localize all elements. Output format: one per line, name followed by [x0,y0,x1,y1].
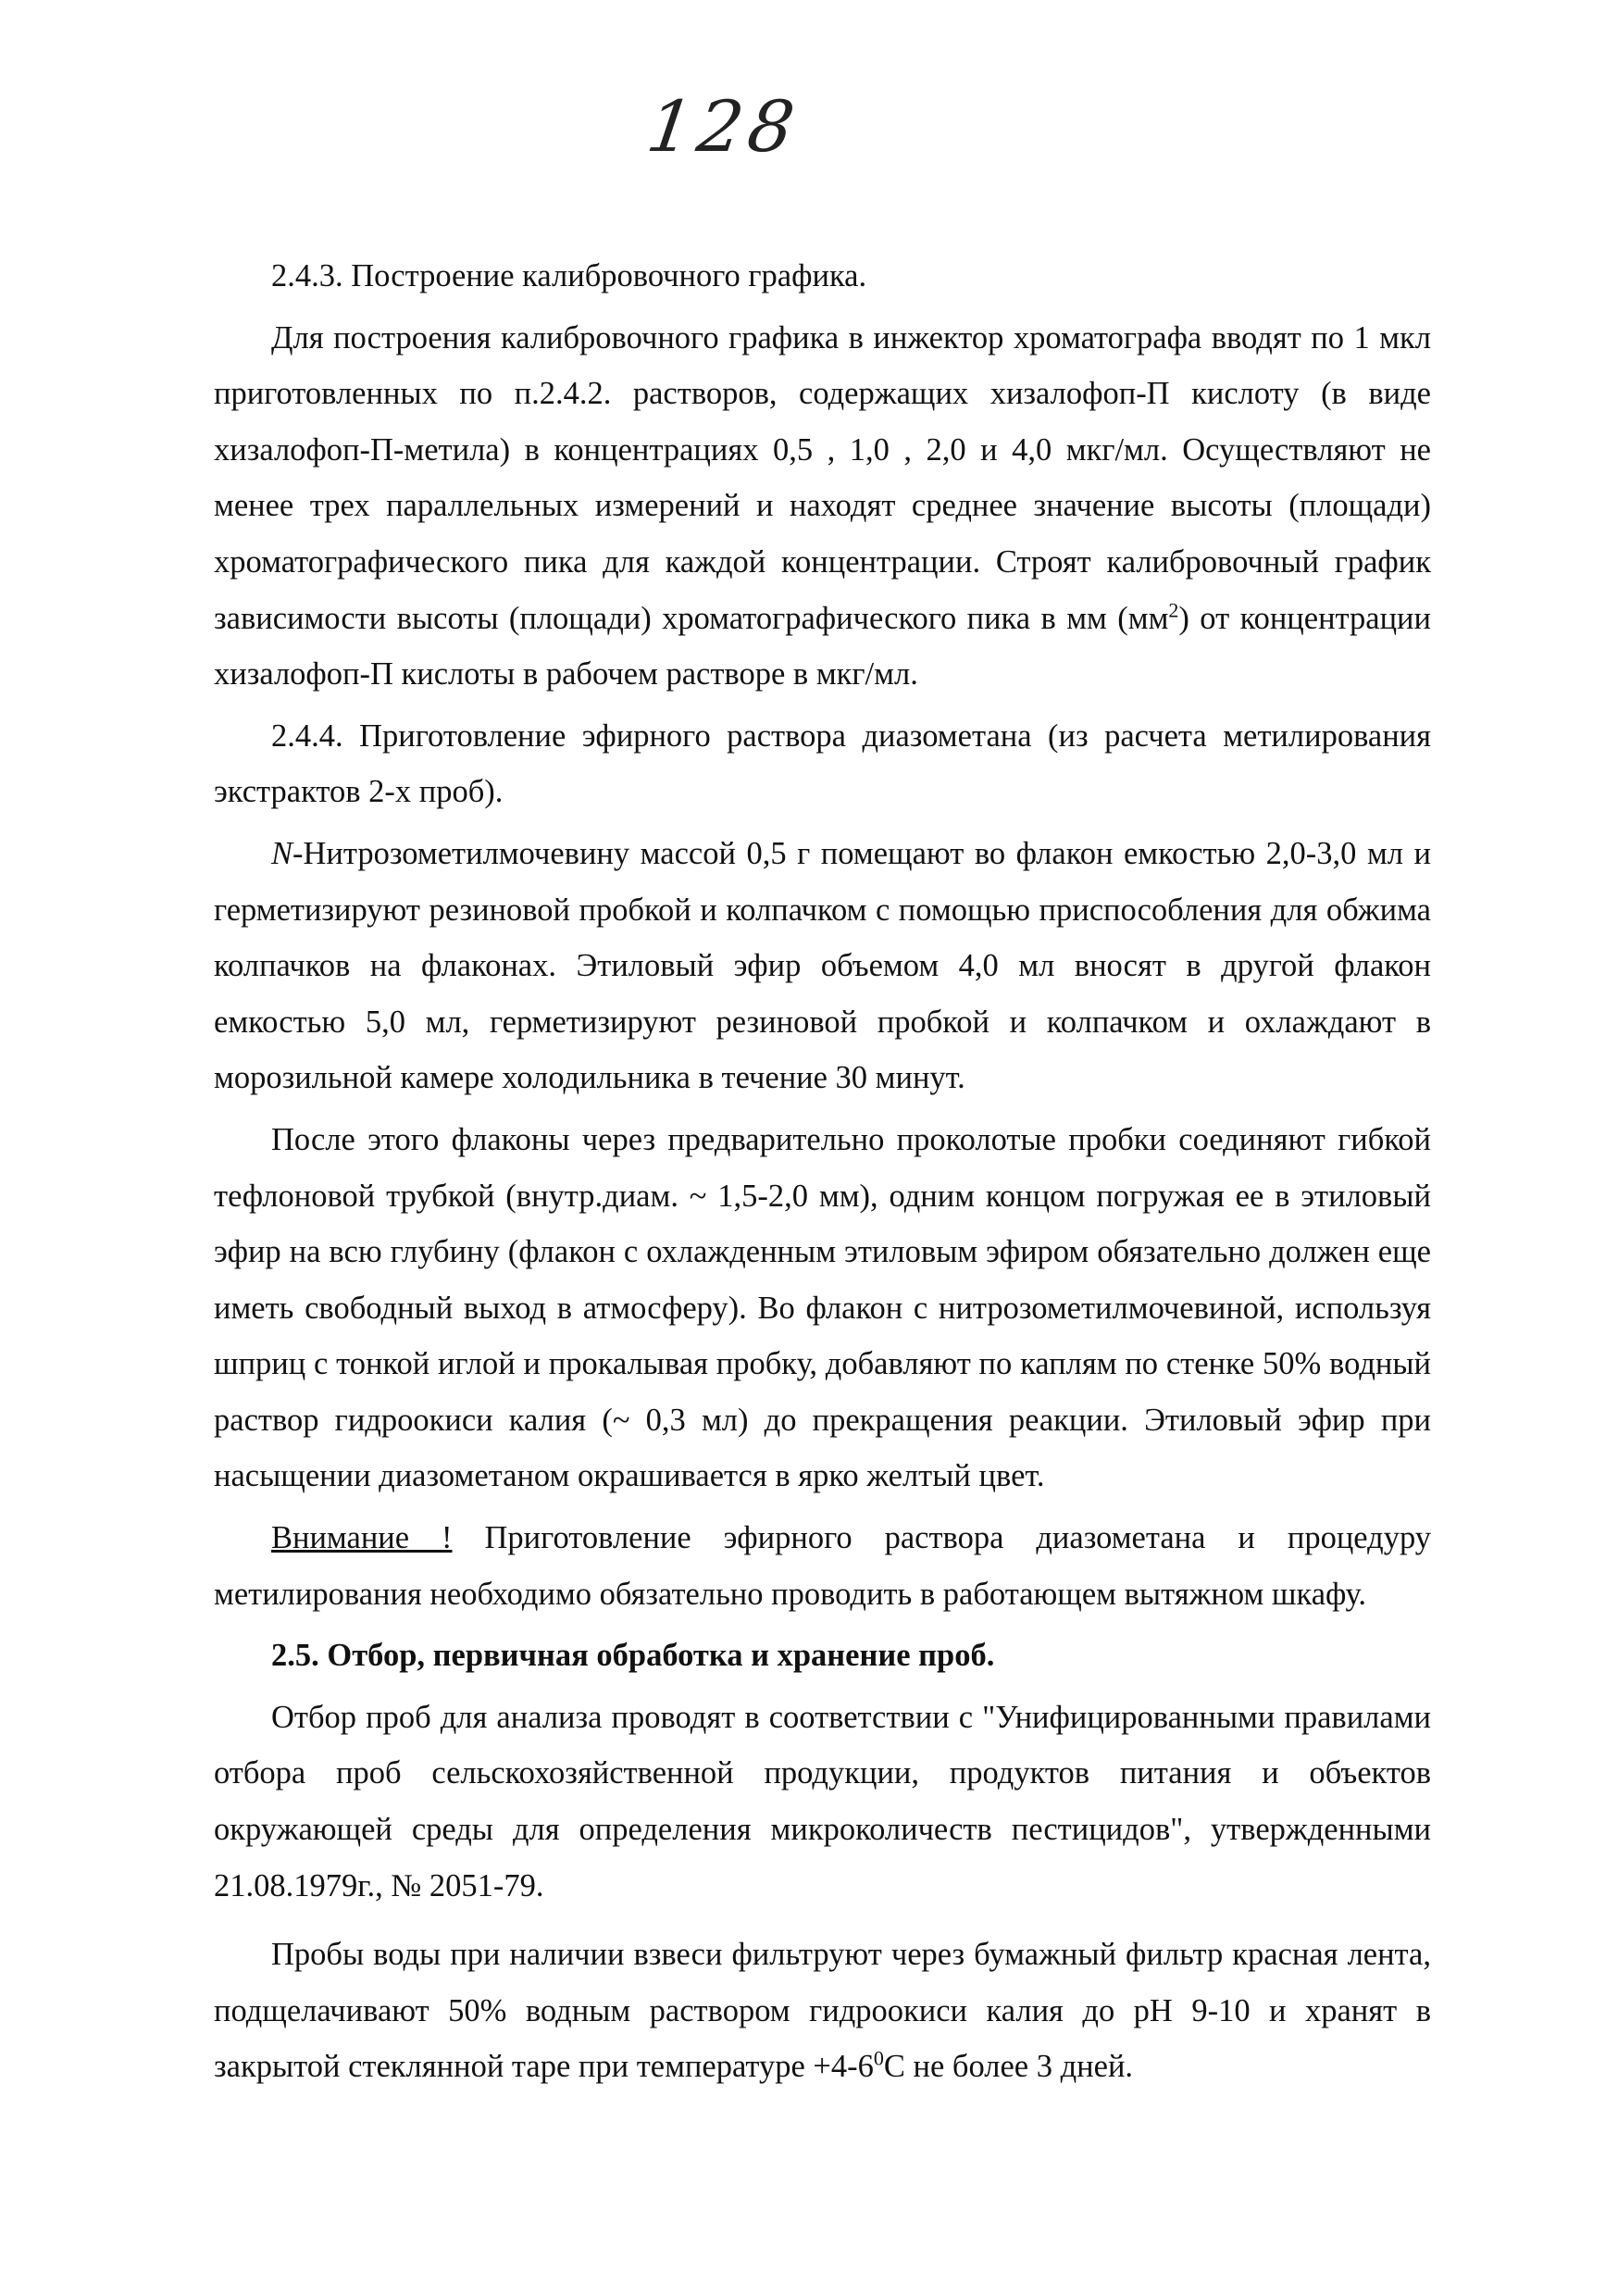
superscript: 0 [873,2046,884,2070]
document-body [214,248,1431,2095]
section-number: 2.4.4. [271,718,343,754]
paragraph-warning [214,1510,1431,1622]
paragraph-procedure [214,1112,1431,1504]
paragraph-calibration [214,310,1431,703]
warning-label: Внимание ! [271,1520,453,1556]
section-2-4-4-heading [214,708,1431,820]
section-title: Построение калибровочного графика. [351,258,867,293]
paragraph-text: С не более 3 дней. [883,2049,1134,2085]
page-number: 128 [641,85,805,168]
italic-letter: N [271,835,293,871]
paragraph-text: Для построения калибровочного графика в инжектор хроматографа вводят по 1 мкл приготовленных по п.2.4.2. растворов, содержащих хизалофоп-П кислоту (в виде хизалофоп-П-метила) в концентрациях 0,5 , 1,0 , 2,0 и 4,0 мкг/мл. Осуществляют не менее трех параллельных измерений и находят среднее значение высоты (площади) хроматографического пика для каждой концентрации. Строят калибровочный график зависимости высоты (площади) хроматографического пика в мм (мм [214,319,1431,636]
section-2-5-heading: 2.5. Отбор, первичная обработка и хранение проб. [271,1638,995,1674]
section-2-4-3-heading [214,248,1431,305]
paragraph-text: ) от концентрации хизалофоп-П кислоты в рабочем растворе в мкг/мл. [214,600,1431,693]
paragraph-text: Пробы воды при наличии взвеси фильтруют через бумажный фильтр красная лента, подщелачивают 50% водным раствором гидроокиси калия до рН 9-10 и хранят в закрытой стеклянной таре при температуре +4-6 [214,1937,1431,2085]
paragraph-water-samples [214,1927,1431,2095]
paragraph-nitrosomethylurea [214,826,1431,1106]
section-title: Приготовление эфирного раствора диазометана (из расчета метилирования экстрактов 2-х проб). [214,718,1432,810]
paragraph-text: Отбор проб для анализа проводят в соответствии с "Унифицированными правилами отбора проб сельскохозяйственной продукции, продуктов питания и объектов окружающей среды для определения микроколичеств пестицидов", утвержденными 21.08.1979г., № 2051-79. [214,1699,1431,1903]
warning-text: Приготовление эфирного раствора диазометана и процедуру метилирования необходимо обязательно проводить в работающем вытяжном шкафу. [214,1520,1431,1612]
paragraph-sampling [214,1690,1431,1914]
paragraph-text: -Нитрозометилмочевину массой 0,5 г помещают во флакон емкостью 2,0-3,0 мл и герметизируют резиновой пробкой и колпачком с помощью приспособления для обжима колпачков на флаконах. Этиловый эфир объемом 4,0 мл вносят в другой флакон емкостью 5,0 мл, герметизируют резиновой пробкой и колпачком и охлаждают в морозильной камере холодильника в течение 30 минут. [214,835,1431,1096]
superscript: 2 [1168,598,1179,622]
section-number: 2.4.3. [271,258,343,293]
paragraph-text: После этого флаконы через предварительно проколотые пробки соединяют гибкой тефлоновой трубкой (внутр.диам. ~ 1,5-2,0 мм), одним концом погружая ее в этиловый эфир на всю глубину (флакон с охлажденным этиловым эфиром обязательно должен еще иметь свободный выход в атмосферу). Во флакон с нитрозометилмочевиной, используя шприц с тонкой иглой и прокалывая пробку, добавляют по каплям по стенке 50% водный раствор гидроокиси калия (~ 0,3 мл) до прекращения реакции. Этиловый эфир при насыщении диазометаном окрашивается в ярко желтый цвет. [214,1121,1431,1494]
